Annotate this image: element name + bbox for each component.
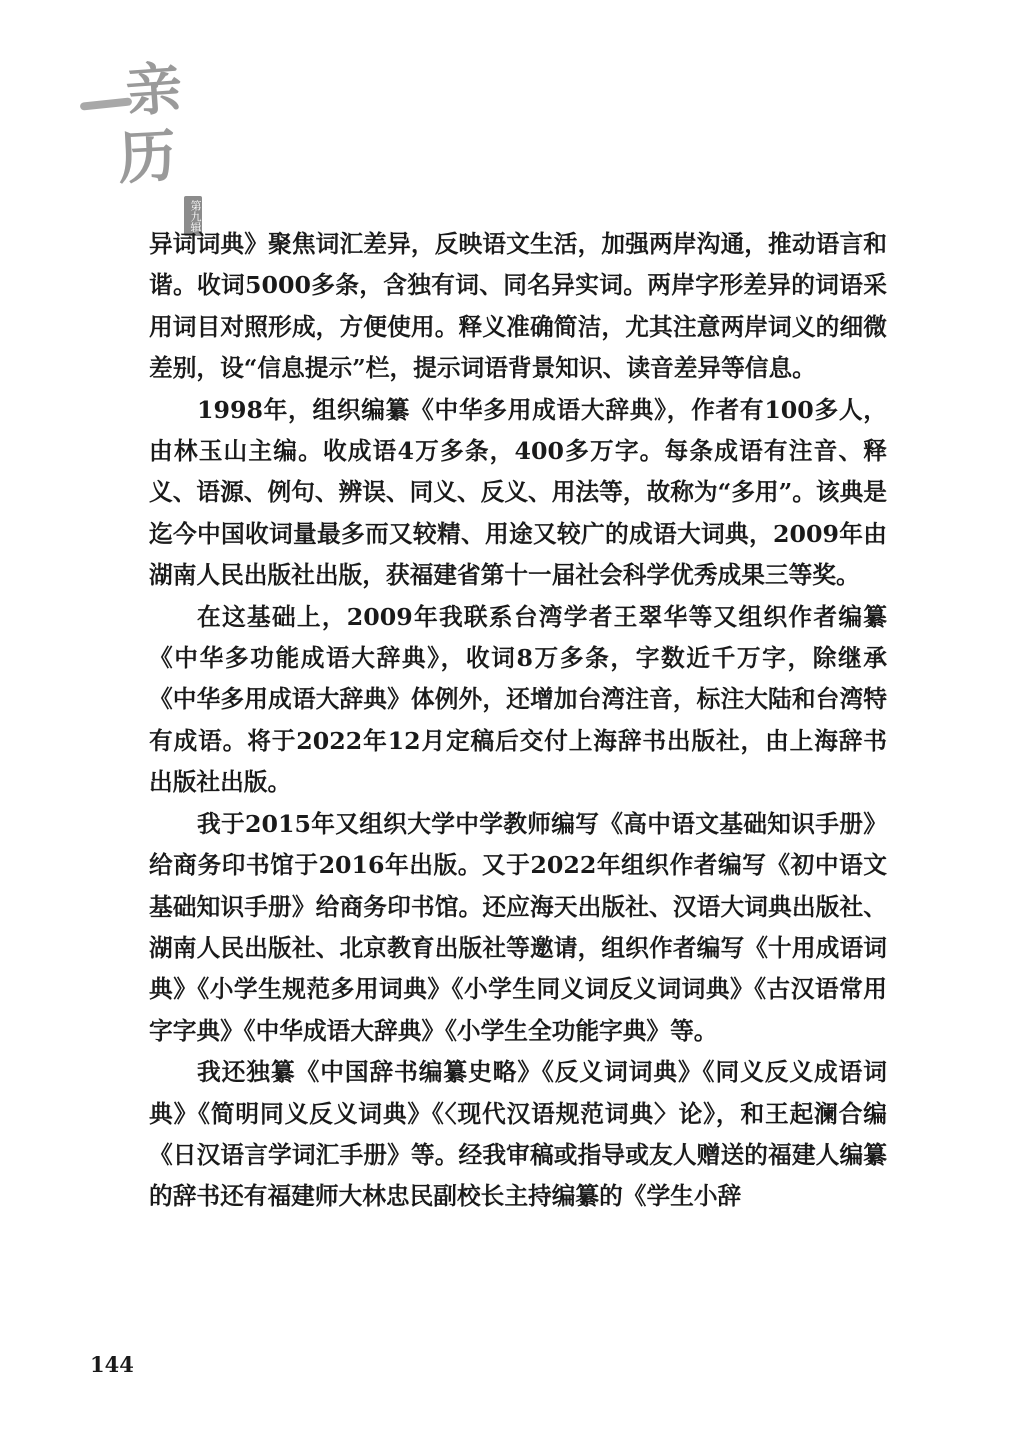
brush-stroke-decoration bbox=[80, 97, 133, 110]
logo-character-2: 历 bbox=[116, 121, 178, 193]
paragraph-5: 我还独纂《中国辞书编纂史略》《反义词词典》《同义反义成语词典》《简明同义反义词典》《〈现代汉语规范词典〉论》，和王起澜合编《日汉语言学词汇手册》等。经我审稿或指导或友人赠送的福建人编纂的辞书还有福建师大林忠民副校长主持编纂的《学生小辞 bbox=[149, 1058, 887, 1211]
page-body bbox=[149, 224, 887, 1218]
paragraph-3: 在这基础上，2009年我联系台湾学者王翠华等又组织作者编纂《中华多功能成语大辞典》，收词8万多条，字数近千万字，除继承《中华多用成语大辞典》体例外，还增加台湾注音，标注大陆和台湾特有成语。将于2022年12月定稿后交付上海辞书出版社，由上海辞书出版社出版。 bbox=[149, 602, 887, 797]
paragraph-4: 我于2015年又组织大学中学教师编写《高中语文基础知识手册》给商务印书馆于2016年出版。又于2022年组织作者编写《初中语文基础知识手册》给商务印书馆。还应海天出版社、汉语大词典出版社、湖南人民出版社、北京教育出版社等邀请，组织作者编写《十用成语词典》《小学生规范多用词典》《小学生同义词反义词词典》《古汉语常用字字典》《中华成语大辞典》《小学生全功能字典》等。 bbox=[149, 809, 887, 1045]
logo-character-1: 亲 bbox=[123, 55, 185, 125]
paragraph-2: 1998年，组织编纂《中华多用成语大辞典》，作者有100多人，由林玉山主编。收成语4万多条，400多万字。每条成语有注音、释义、语源、例句、辨误、同义、反义、用法等，故称为“多用”。该典是迄今中国收词量最多而又较精、用途又较广的成语大词典，2009年由湖南人民出版社出版，获福建省第十一届社会科学优秀成果三等奖。 bbox=[149, 395, 887, 590]
paragraph-1: 异词词典》聚焦词汇差异，反映语文生活，加强两岸沟通，推动语言和谐。收词5000多条，含独有词、同名异实词。两岸字形差异的词语采用词目对照形成，方便使用。释义准确简洁，尤其注意两岸词义的细微差别，设“信息提示”栏，提示词语背景知识、读音差异等信息。 bbox=[149, 230, 887, 383]
book-series-logo bbox=[60, 55, 202, 233]
page-number: 144 bbox=[90, 1352, 134, 1377]
logo-seal: 第九辑 bbox=[184, 196, 202, 236]
